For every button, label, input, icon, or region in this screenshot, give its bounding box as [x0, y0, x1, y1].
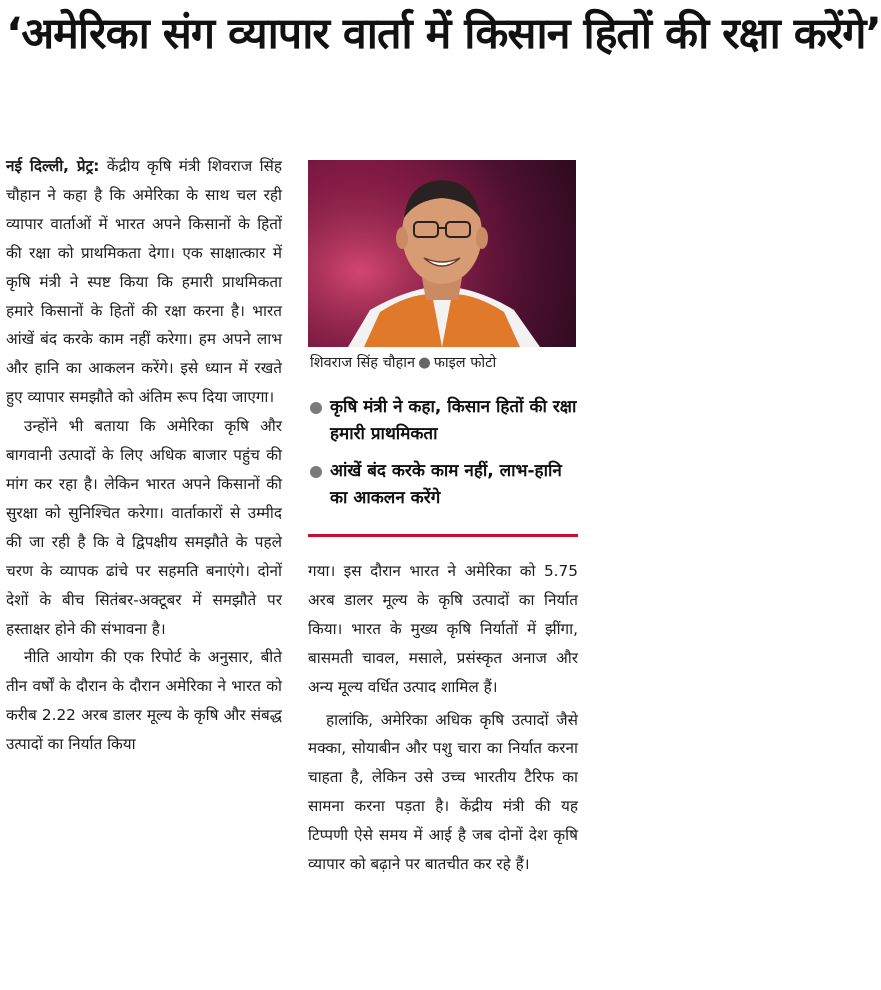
- paragraph-2: उन्होंने भी बताया कि अमेरिका कृषि और बागवानी उत्पादों के लिए अधिक बाजार पहुंच की मांग कर रहा है। लेकिन भारत अपने किसानों की सुरक्षा को सुनिश्चित करेगा। वार्ताकारों से उम्मीद की जा रही है कि वे द्विपक्षीय समझौते के पहले चरण के व्यापक ढांचे पर सहमति बनाएंगे। दोनों देशों के बीच सितंबर-अक्टूबर में समझौते पर हस्ताक्षर होने की संभावना है।: [6, 417, 282, 638]
- section-divider: [308, 534, 578, 537]
- caption-name: शिवराज सिंह चौहान: [310, 355, 416, 371]
- lead-paragraph: [6, 152, 282, 412]
- paragraph-4: हालांकि, अमेरिका अधिक कृषि उत्पादों जैसे मक्का, सोयाबीन और पशु चारा का निर्यात करना चाहता है, लेकिन उसे उच्च भारतीय टैरिफ का सामना करना पड़ता है। केंद्रीय मंत्री की यह टिप्पणी ऐसे समय में आई है जब दोनों देश कृषि व्यापार को बढ़ाने पर बातचीत कर रहे हैं।: [308, 710, 578, 874]
- headline: ‘अमेरिका संग व्यापार वार्ता में किसान हितों की रक्षा करेंगे’: [6, 9, 881, 59]
- highlights-list: [308, 394, 578, 522]
- bullet-icon: [310, 402, 322, 414]
- bullet-icon: [310, 466, 322, 478]
- lead-text: केंद्रीय कृषि मंत्री शिवराज सिंह चौहान ने कहा है कि अमेरिका के साथ चल रही व्यापार वार्ताओं में भारत अपने किसानों के हितों की रक्षा को प्राथमिकता देगा। एक साक्षात्कार में कृषि मंत्री ने स्पष्ट किया कि हमारी प्राथमिकता हमारे किसानों के हितों की रक्षा करना है। भारत आंखें बंद करके काम नहीं करेगा। हम अपने लाभ और हानि का आकलन करेंगे। इसे ध्यान में रखते हुए व्यापार समझौते को अंतिम रूप दिया जाएगा।: [6, 157, 282, 407]
- paragraph-3: नीति आयोग की एक रिपोर्ट के अनुसार, बीते तीन वर्षों के दौरान के दौरान अमेरिका ने भारत को करीब 2.22 अरब डालर मूल्य के कृषि और संबद्ध उत्पादों का निर्यात किया: [6, 648, 282, 754]
- article-photo: [308, 160, 576, 347]
- highlight-item: [308, 394, 578, 448]
- highlight-text: आंखें बंद करके काम नहीं, लाभ-हानि का आकलन करेंगे: [330, 461, 562, 508]
- highlight-text: कृषि मंत्री ने कहा, किसान हितों की रक्षा हमारी प्राथमिकता: [330, 397, 577, 444]
- caption-dot: ●: [418, 355, 431, 371]
- caption-credit: फाइल फोटो: [433, 355, 497, 371]
- article-column-right: [308, 557, 578, 879]
- paragraph-3-continued: गया। इस दौरान भारत ने अमेरिका को 5.75 अरब डालर मूल्य के कृषि उत्पादों का निर्यात किया। भारत के मुख्य कृषि निर्यातों में झींगा, बासमती चावल, मसाले, प्रसंस्कृत अनाज और अन्य मूल्य वर्धित उत्पाद शामिल हैं।: [308, 562, 578, 696]
- photo-caption: [310, 352, 576, 374]
- dateline: नई दिल्ली, प्रेट्र:: [6, 157, 100, 175]
- article-column-left: [6, 152, 282, 759]
- highlight-item: [308, 458, 578, 512]
- portrait-illustration: [308, 160, 576, 347]
